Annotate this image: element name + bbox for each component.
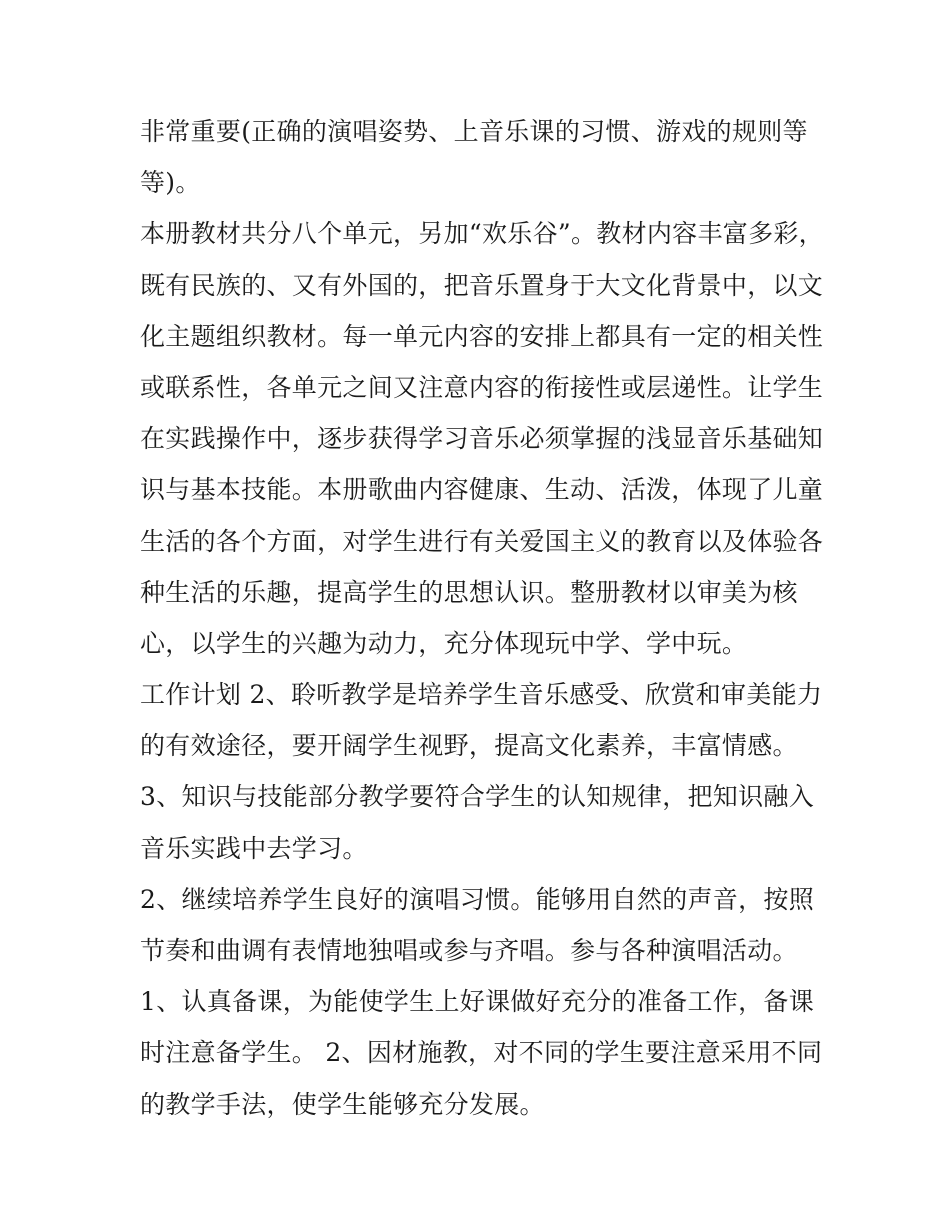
body-text bbox=[140, 106, 824, 1130]
text-line: 节奏和曲调有表情地独唱或参与齐唱。参与各种演唱活动。 bbox=[140, 936, 798, 965]
text-line: 化主题组织教材。每一单元内容的安排上都具有一定的相关性 bbox=[140, 321, 824, 351]
text-line: 心，以学生的兴趣为动力，充分体现玩中学、学中玩。 bbox=[140, 628, 748, 658]
text-line: 既有民族的、又有外国的，把音乐置身于大文化背景中，以文 bbox=[140, 270, 824, 300]
text-line: 音乐实践中去学习。 bbox=[140, 833, 368, 863]
text-line: 生活的各个方面，对学生进行有关爱国主义的教育以及体验各 bbox=[140, 526, 824, 556]
text-line: 在实践操作中，逐步获得学习音乐必须掌握的浅显音乐基础知 bbox=[140, 424, 824, 454]
text-line: 工作计划 2、聆听教学是培养学生音乐感受、欣赏和审美能力 bbox=[140, 680, 823, 710]
text-line: 种生活的乐趣，提高学生的思想认识。整册教材以审美为核 bbox=[140, 577, 798, 607]
text-line: 1、认真备课，为能使学生上好课做好充分的准备工作，备课 bbox=[140, 987, 815, 1017]
text-line: 2、继续培养学生良好的演唱习惯。能够用自然的声音，按照 bbox=[140, 884, 815, 914]
text-line: 或联系性，各单元之间又注意内容的衔接性或层递性。让学生 bbox=[140, 372, 824, 402]
text-line: 非常重要(正确的演唱姿势、上音乐课的习惯、游戏的规则等 bbox=[140, 117, 808, 146]
text-line: 3、知识与技能部分教学要符合学生的认知规律，把知识融入 bbox=[140, 782, 815, 812]
text-line: 的有效途径，要开阔学生视野，提高文化素养，丰富情感。 bbox=[140, 731, 798, 761]
text-line: 的教学手法，使学生能够充分发展。 bbox=[140, 1089, 545, 1119]
text-line: 本册教材共分八个单元，另加“欢乐谷”。教材内容丰富多彩， bbox=[140, 219, 824, 249]
text-line: 识与基本技能。本册歌曲内容健康、生动、活泼，体现了儿童 bbox=[140, 475, 824, 505]
text-line: 等)。 bbox=[140, 168, 201, 198]
text-line: 时注意备学生。 2、因材施教，对不同的学生要注意采用不同 bbox=[140, 1038, 823, 1068]
